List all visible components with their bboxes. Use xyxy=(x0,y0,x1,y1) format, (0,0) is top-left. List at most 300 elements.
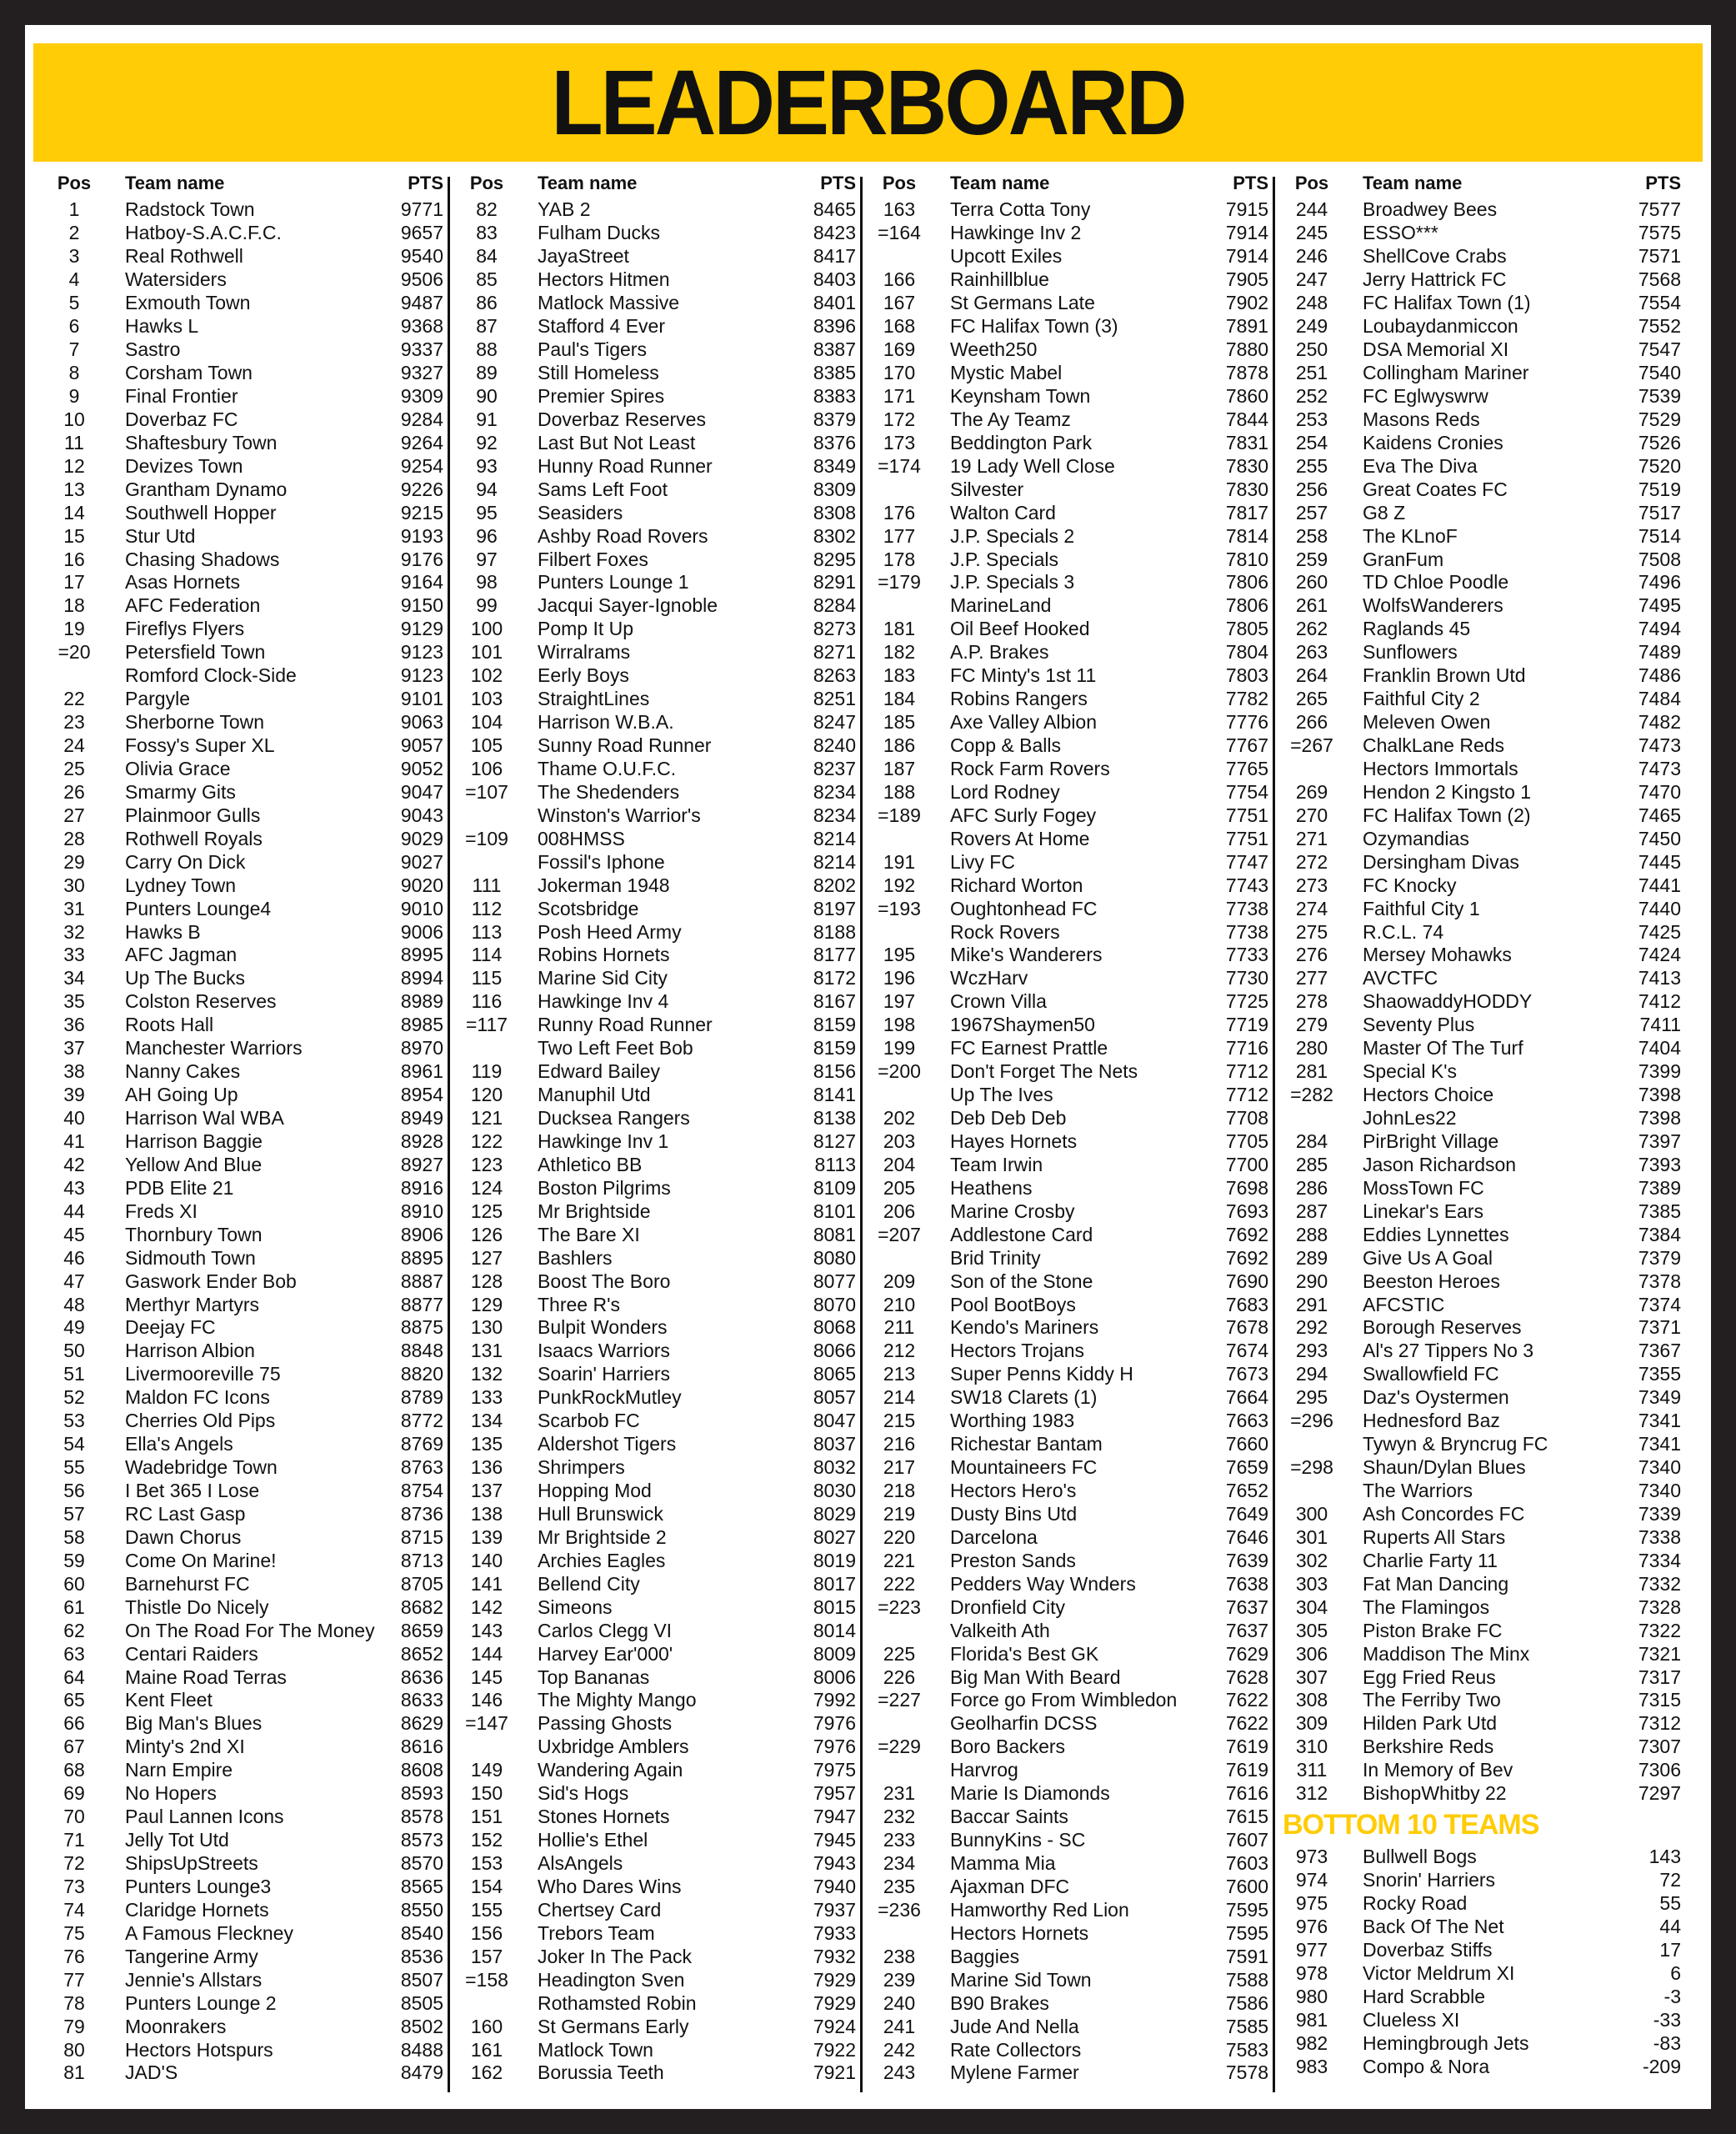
position-cell: 197 xyxy=(883,990,916,1013)
leaderboard-row xyxy=(454,1595,867,1619)
team-name-cell: ShaowaddyHODDY xyxy=(1363,990,1533,1013)
leaderboard-row xyxy=(454,1642,867,1666)
team-name-cell: Silvester xyxy=(950,478,1024,500)
team-name-cell: Pomp It Up xyxy=(538,618,634,640)
bottom-team-row xyxy=(1279,1869,1692,1892)
team-name-cell: Top Bananas xyxy=(538,1666,650,1688)
position-cell: 307 xyxy=(1295,1666,1328,1688)
team-name-cell: Ruperts All Stars xyxy=(1363,1525,1506,1548)
team-name-cell: Walton Card xyxy=(950,501,1056,523)
leaderboard-row xyxy=(1279,478,1692,501)
leaderboard-columns xyxy=(42,168,1692,2085)
leaderboard-row xyxy=(454,501,867,524)
leaderboard-row xyxy=(867,944,1279,967)
leaderboard-row xyxy=(454,454,867,478)
points-cell: 7399 xyxy=(1638,1060,1681,1083)
leaderboard-row xyxy=(454,827,867,850)
leaderboard-row xyxy=(454,1689,867,1712)
points-cell: 7328 xyxy=(1638,1595,1681,1618)
points-cell: 7683 xyxy=(1225,1293,1268,1315)
points-cell: 6 xyxy=(1670,1961,1681,1984)
leaderboard-row xyxy=(867,641,1279,664)
team-name-cell: Romford Clock-Side xyxy=(125,664,297,687)
points-cell: 7588 xyxy=(1225,1968,1268,1991)
leaderboard-row xyxy=(867,2038,1279,2061)
points-cell: 8383 xyxy=(813,384,856,407)
team-name-cell: Punters Lounge 1 xyxy=(538,571,689,594)
position-cell: 68 xyxy=(63,1759,85,1781)
points-cell: 44 xyxy=(1659,1915,1681,1937)
team-name-cell: Jude And Nella xyxy=(950,2015,1079,2037)
leaderboard-row xyxy=(42,1572,454,1595)
points-cell: 8014 xyxy=(813,1619,856,1641)
leaderboard-row xyxy=(42,874,454,897)
points-cell: 7805 xyxy=(1225,618,1268,640)
points-cell: 7519 xyxy=(1638,478,1681,500)
bottom-team-row xyxy=(1279,2031,1692,2055)
team-name-cell: Mr Brightside 2 xyxy=(538,1525,667,1548)
position-cell: 149 xyxy=(470,1759,503,1781)
position-cell: 142 xyxy=(470,1595,503,1618)
points-cell: 8141 xyxy=(813,1084,856,1106)
points-cell: 8159 xyxy=(813,1037,856,1059)
team-name-cell: Franklin Brown Utd xyxy=(1363,664,1526,687)
team-name-cell: Moonrakers xyxy=(125,2015,227,2037)
team-name-cell: Harrison Baggie xyxy=(125,1130,263,1152)
team-name-cell: Harvrog xyxy=(950,1759,1018,1781)
position-cell: 290 xyxy=(1295,1270,1328,1292)
leaderboard-row xyxy=(867,1968,1279,1991)
position-cell: =282 xyxy=(1290,1084,1333,1106)
points-cell: 7914 xyxy=(1225,222,1268,244)
position-cell: 278 xyxy=(1295,990,1328,1013)
leaderboard-row xyxy=(42,827,454,850)
position-cell: 206 xyxy=(883,1200,916,1222)
position-cell: 63 xyxy=(63,1642,85,1665)
team-name-cell: Hawks B xyxy=(125,920,201,943)
position-cell: 92 xyxy=(476,431,498,453)
position-cell: 218 xyxy=(883,1480,916,1502)
team-name-cell: Doverbaz Reserves xyxy=(538,408,706,430)
team-name-cell: Up The Ives xyxy=(950,1084,1053,1106)
leaderboard-row xyxy=(454,1386,867,1410)
points-cell: 8970 xyxy=(400,1037,443,1059)
points-cell: 7733 xyxy=(1225,944,1268,966)
position-cell: 266 xyxy=(1295,711,1328,734)
position-cell: 73 xyxy=(63,1875,85,1897)
points-cell: 7716 xyxy=(1225,1037,1268,1059)
points-cell: 7465 xyxy=(1638,804,1681,826)
team-name-cell: Claridge Hornets xyxy=(125,1898,269,1921)
leaderboard-row xyxy=(867,198,1279,222)
points-cell: 8273 xyxy=(813,618,856,640)
points-cell: 7692 xyxy=(1225,1246,1268,1269)
team-name-cell: Master Of The Turf xyxy=(1363,1037,1523,1059)
leaderboard-row xyxy=(1279,338,1692,362)
bottom-teams-title: BOTTOM 10 TEAMS xyxy=(1283,1809,1539,1841)
team-name-cell: Marie Is Diamonds xyxy=(950,1782,1110,1805)
team-name-cell: Raglands 45 xyxy=(1363,618,1471,640)
leaderboard-row xyxy=(867,1921,1279,1945)
team-name-cell: Sherborne Town xyxy=(125,711,265,734)
team-name-cell: BishopWhitby 22 xyxy=(1363,1782,1507,1805)
points-cell: 8994 xyxy=(400,967,443,989)
points-cell: 7585 xyxy=(1225,2015,1268,2037)
leaderboard-row xyxy=(454,1153,867,1176)
leaderboard-row xyxy=(42,431,454,454)
team-name-cell: Pool BootBoys xyxy=(950,1293,1076,1315)
position-cell: 60 xyxy=(63,1572,85,1595)
points-cell: 8423 xyxy=(813,222,856,244)
points-cell: 7905 xyxy=(1225,268,1268,291)
points-cell: 7747 xyxy=(1225,850,1268,873)
leaderboard-row xyxy=(867,315,1279,338)
points-cell: 9020 xyxy=(400,874,443,896)
position-cell: 213 xyxy=(883,1363,916,1385)
points-cell: 7340 xyxy=(1638,1480,1681,1502)
leaderboard-row xyxy=(1279,1270,1692,1293)
position-cell: 13 xyxy=(63,478,85,500)
points-cell: 7470 xyxy=(1638,780,1681,803)
position-cell: 114 xyxy=(471,944,503,966)
team-name-cell: Maldon FC Icons xyxy=(125,1386,270,1409)
leaderboard-row xyxy=(867,850,1279,874)
points-cell: 7830 xyxy=(1225,454,1268,477)
position-cell: 99 xyxy=(476,594,498,617)
points-cell: 8234 xyxy=(813,780,856,803)
team-name-cell: Lydney Town xyxy=(125,874,236,896)
leaderboard-row xyxy=(1279,1572,1692,1595)
leaderboard-row xyxy=(867,571,1279,594)
position-cell: 977 xyxy=(1295,1938,1328,1961)
team-name-cell: Radstock Town xyxy=(125,198,255,221)
team-name-cell: Big Man's Blues xyxy=(125,1712,263,1735)
points-cell: 7804 xyxy=(1225,641,1268,664)
leaderboard-row xyxy=(867,1876,1279,1899)
team-name-cell: The Ferriby Two xyxy=(1363,1689,1501,1711)
team-name-cell: On The Road For The Money xyxy=(125,1619,375,1641)
position-cell: =229 xyxy=(878,1736,921,1758)
leaderboard-row xyxy=(454,1736,867,1759)
position-cell: 69 xyxy=(63,1782,85,1805)
team-name-cell: Super Penns Kiddy H xyxy=(950,1363,1133,1385)
position-cell: 169 xyxy=(883,338,916,361)
team-name-cell: Thame O.U.F.C. xyxy=(538,757,677,779)
position-cell: 45 xyxy=(63,1223,85,1245)
position-cell: 42 xyxy=(63,1153,85,1175)
team-name-cell: Sunflowers xyxy=(1363,641,1458,664)
position-cell: 121 xyxy=(470,1107,503,1130)
leaderboard-row xyxy=(454,1852,867,1876)
leaderboard-row xyxy=(1279,1595,1692,1619)
team-name-cell: Marine Sid Town xyxy=(950,1968,1092,1991)
position-cell: 209 xyxy=(883,1270,916,1292)
team-name-cell: Hull Brunswick xyxy=(538,1502,663,1525)
points-cell: 7933 xyxy=(813,1921,856,1944)
points-cell: 7539 xyxy=(1638,384,1681,407)
team-name-cell: Eddies Lynnettes xyxy=(1363,1223,1509,1245)
points-cell: 7860 xyxy=(1225,384,1268,407)
team-name-cell: Hilden Park Utd xyxy=(1363,1712,1498,1735)
points-cell: 8906 xyxy=(400,1223,443,1245)
team-name-cell: JayaStreet xyxy=(538,245,629,268)
team-name-cell: WczHarv xyxy=(950,967,1028,989)
position-cell: 166 xyxy=(883,268,916,291)
position-cell: 232 xyxy=(883,1806,916,1828)
points-cell: 8387 xyxy=(813,338,856,361)
points-cell: 7743 xyxy=(1225,874,1268,896)
leaderboard-row xyxy=(1279,1014,1692,1037)
position-cell: 120 xyxy=(470,1084,503,1106)
team-name-cell: Keynsham Town xyxy=(950,384,1091,407)
position-cell: 272 xyxy=(1295,850,1328,873)
points-cell: 8271 xyxy=(813,641,856,664)
leaderboard-row xyxy=(454,758,867,781)
leaderboard-row xyxy=(42,1991,454,2015)
position-cell: 215 xyxy=(883,1410,916,1432)
points-cell: 7649 xyxy=(1225,1502,1268,1525)
position-cell: 192 xyxy=(883,874,916,896)
team-name-cell: AFC Jagman xyxy=(125,944,238,966)
leaderboard-row xyxy=(867,1689,1279,1712)
team-name-cell: Compo & Nora xyxy=(1363,2055,1490,2077)
position-cell: 309 xyxy=(1295,1712,1328,1735)
team-name-cell: ESSO*** xyxy=(1363,222,1438,244)
position-cell: 274 xyxy=(1295,897,1328,919)
points-cell: 7595 xyxy=(1225,1921,1268,1944)
points-cell: 8502 xyxy=(400,2015,443,2037)
team-name-cell: Hatboy-S.A.C.F.C. xyxy=(125,222,282,244)
position-cell: 269 xyxy=(1295,780,1328,803)
position-cell: 184 xyxy=(883,688,916,710)
points-cell: 8895 xyxy=(400,1246,443,1269)
team-name-cell: Deb Deb Deb xyxy=(950,1107,1067,1130)
points-cell: 7583 xyxy=(1225,2038,1268,2061)
team-name-cell: Mylene Farmer xyxy=(950,2061,1079,2084)
points-cell: 7603 xyxy=(1225,1852,1268,1875)
position-cell: 231 xyxy=(883,1782,916,1805)
leaderboard-row xyxy=(1279,1107,1692,1130)
team-name-cell: Hopping Mod xyxy=(538,1480,652,1502)
points-cell: 7915 xyxy=(1225,198,1268,221)
position-cell: 240 xyxy=(883,1991,916,2014)
points-cell: 7628 xyxy=(1225,1666,1268,1688)
leaderboard-row xyxy=(454,1223,867,1246)
position-cell: 74 xyxy=(63,1898,85,1921)
leaderboard-row xyxy=(42,571,454,594)
position-cell: 225 xyxy=(883,1642,916,1665)
position-cell: 221 xyxy=(883,1549,916,1571)
team-name-cell: AFC Federation xyxy=(125,594,261,617)
leaderboard-row xyxy=(867,2015,1279,2038)
position-cell: 287 xyxy=(1295,1200,1328,1222)
leaderboard-row xyxy=(42,804,454,827)
leaderboard-row xyxy=(1279,1363,1692,1386)
leaderboard-row xyxy=(1279,1223,1692,1246)
leaderboard-row xyxy=(867,1153,1279,1176)
team-name-cell: Hectors Immortals xyxy=(1363,757,1518,779)
team-name-cell: Up The Bucks xyxy=(125,967,246,989)
position-cell: 102 xyxy=(470,664,503,687)
team-name-cell: Rainhillblue xyxy=(950,268,1049,291)
position-cell: 145 xyxy=(470,1666,503,1688)
team-name-cell: Victor Meldrum XI xyxy=(1363,1961,1515,1984)
position-cell: 33 xyxy=(63,944,85,966)
leaderboard-row xyxy=(867,1898,1279,1921)
position-cell: 259 xyxy=(1295,548,1328,570)
position-cell: 130 xyxy=(470,1316,503,1339)
leaderboard-row xyxy=(42,1689,454,1712)
points-cell: 8954 xyxy=(400,1084,443,1106)
team-name-cell: Tangerine Army xyxy=(125,1945,258,1967)
team-name-cell: Minty's 2nd XI xyxy=(125,1736,245,1758)
pts-header: PTS xyxy=(1645,173,1681,193)
points-cell: 7339 xyxy=(1638,1502,1681,1525)
position-cell: 48 xyxy=(63,1293,85,1315)
points-cell: 7340 xyxy=(1638,1456,1681,1479)
team-name-cell: Dersingham Divas xyxy=(1363,850,1519,873)
points-cell: 8629 xyxy=(400,1712,443,1735)
team-name-cell: Don't Forget The Nets xyxy=(950,1060,1138,1083)
leaderboard-row xyxy=(867,408,1279,431)
team-name-cell: Terra Cotta Tony xyxy=(950,198,1091,221)
position-cell: 14 xyxy=(63,501,85,523)
points-cell: 7378 xyxy=(1638,1270,1681,1292)
team-name-cell: Mamma Mia xyxy=(950,1852,1056,1875)
team-name-cell: Rocky Road xyxy=(1363,1892,1468,1915)
team-name-cell: Bullwell Bogs xyxy=(1363,1846,1477,1868)
leaderboard-row xyxy=(42,1153,454,1176)
leaderboard-row xyxy=(867,734,1279,758)
position-cell: 198 xyxy=(883,1014,916,1036)
team-name-cell: Edward Bailey xyxy=(538,1060,661,1083)
points-cell: 8188 xyxy=(813,920,856,943)
leaderboard-row xyxy=(454,245,867,268)
points-cell: 8536 xyxy=(400,1945,443,1967)
leaderboard-row xyxy=(454,1270,867,1293)
team-name-cell: Deejay FC xyxy=(125,1316,216,1339)
team-name-cell: Marine Sid City xyxy=(538,967,668,989)
team-name-cell: AlsAngels xyxy=(538,1852,623,1875)
position-cell: 295 xyxy=(1295,1386,1328,1409)
leaderboard-row xyxy=(1279,1456,1692,1480)
points-cell: 9043 xyxy=(400,804,443,826)
points-cell: 8376 xyxy=(813,431,856,453)
leaderboard-row xyxy=(454,1107,867,1130)
points-cell: 8652 xyxy=(400,1642,443,1665)
points-cell: 7700 xyxy=(1225,1153,1268,1175)
leaderboard-row xyxy=(454,1666,867,1689)
leaderboard-column-1 xyxy=(42,168,454,2085)
points-cell: 9101 xyxy=(400,688,443,710)
team-name-header: Team name xyxy=(538,173,638,193)
points-cell: 7307 xyxy=(1638,1736,1681,1758)
position-cell: 55 xyxy=(63,1456,85,1479)
team-name-cell: Winston's Warrior's xyxy=(538,804,701,826)
team-name-cell: Big Man With Beard xyxy=(950,1666,1121,1688)
points-cell: 9309 xyxy=(400,384,443,407)
leaderboard-row xyxy=(867,1666,1279,1689)
position-cell: 161 xyxy=(470,2038,503,2061)
leaderboard-column-2 xyxy=(454,168,867,2085)
position-cell: 196 xyxy=(883,967,916,989)
team-name-cell: Seventy Plus xyxy=(1363,1014,1475,1036)
points-cell: 7880 xyxy=(1225,338,1268,361)
points-cell: 7690 xyxy=(1225,1270,1268,1292)
leaderboard-row xyxy=(1279,1503,1692,1526)
leaderboard-row xyxy=(42,1968,454,1991)
pts-header: PTS xyxy=(408,173,443,193)
leaderboard-row xyxy=(42,501,454,524)
position-cell: 264 xyxy=(1295,664,1328,687)
team-name-cell: Pedders Way Wnders xyxy=(950,1572,1136,1595)
team-name-cell: Watersiders xyxy=(125,268,227,291)
position-cell: 29 xyxy=(63,850,85,873)
points-cell: 8887 xyxy=(400,1270,443,1292)
team-name-cell: 19 Lady Well Close xyxy=(950,454,1115,477)
team-name-cell: Headington Sven xyxy=(538,1968,685,1991)
position-cell: 203 xyxy=(883,1130,916,1152)
team-name-cell: JAD'S xyxy=(125,2061,178,2084)
team-name-cell: Borussia Teeth xyxy=(538,2061,664,2084)
position-cell: 77 xyxy=(63,1968,85,1991)
leaderboard-row xyxy=(42,338,454,362)
leaderboard-row xyxy=(42,2038,454,2061)
leaderboard-row xyxy=(867,594,1279,618)
leaderboard-row xyxy=(454,548,867,571)
team-name-cell: Fossy's Super XL xyxy=(125,734,275,757)
position-cell: =298 xyxy=(1290,1456,1333,1479)
team-name-cell: Centari Raiders xyxy=(125,1642,258,1665)
team-name-cell: JohnLes22 xyxy=(1363,1107,1457,1130)
team-name-cell: Hectors Hero's xyxy=(950,1480,1077,1502)
position-cell: 52 xyxy=(63,1386,85,1409)
leaderboard-row xyxy=(867,1270,1279,1293)
leaderboard-row xyxy=(42,1549,454,1572)
leaderboard-row xyxy=(454,1619,867,1642)
position-cell: 76 xyxy=(63,1945,85,1967)
points-cell: 55 xyxy=(1659,1892,1681,1915)
team-name-cell: Stones Hornets xyxy=(538,1806,670,1828)
leaderboard-row xyxy=(454,618,867,641)
team-name-cell: Marine Crosby xyxy=(950,1200,1075,1222)
points-cell: 7338 xyxy=(1638,1525,1681,1548)
position-cell: 16 xyxy=(63,548,85,570)
leaderboard-row xyxy=(454,1572,867,1595)
leaderboard-row xyxy=(867,524,1279,548)
points-cell: 7413 xyxy=(1638,967,1681,989)
leaderboard-row xyxy=(1279,1340,1692,1363)
leaderboard-row xyxy=(42,1806,454,1829)
points-cell: 8066 xyxy=(813,1340,856,1362)
position-cell: 84 xyxy=(476,245,498,268)
team-name-cell: Robins Rangers xyxy=(950,688,1088,710)
points-cell: 7520 xyxy=(1638,454,1681,477)
leaderboard-row xyxy=(1279,1525,1692,1549)
team-name-cell: Fulham Ducks xyxy=(538,222,660,244)
points-cell: 8540 xyxy=(400,1921,443,1944)
points-cell: 9129 xyxy=(400,618,443,640)
team-name-cell: Al's 27 Tippers No 3 xyxy=(1363,1340,1534,1362)
team-name-cell: FC Eglwyswrw xyxy=(1363,384,1488,407)
position-cell: 153 xyxy=(470,1852,503,1875)
leaderboard-row xyxy=(42,1525,454,1549)
leaderboard-row xyxy=(42,1433,454,1456)
position-cell: 136 xyxy=(470,1456,503,1479)
points-cell: 8789 xyxy=(400,1386,443,1409)
team-name-cell: Final Frontier xyxy=(125,384,238,407)
position-cell: 93 xyxy=(476,454,498,477)
